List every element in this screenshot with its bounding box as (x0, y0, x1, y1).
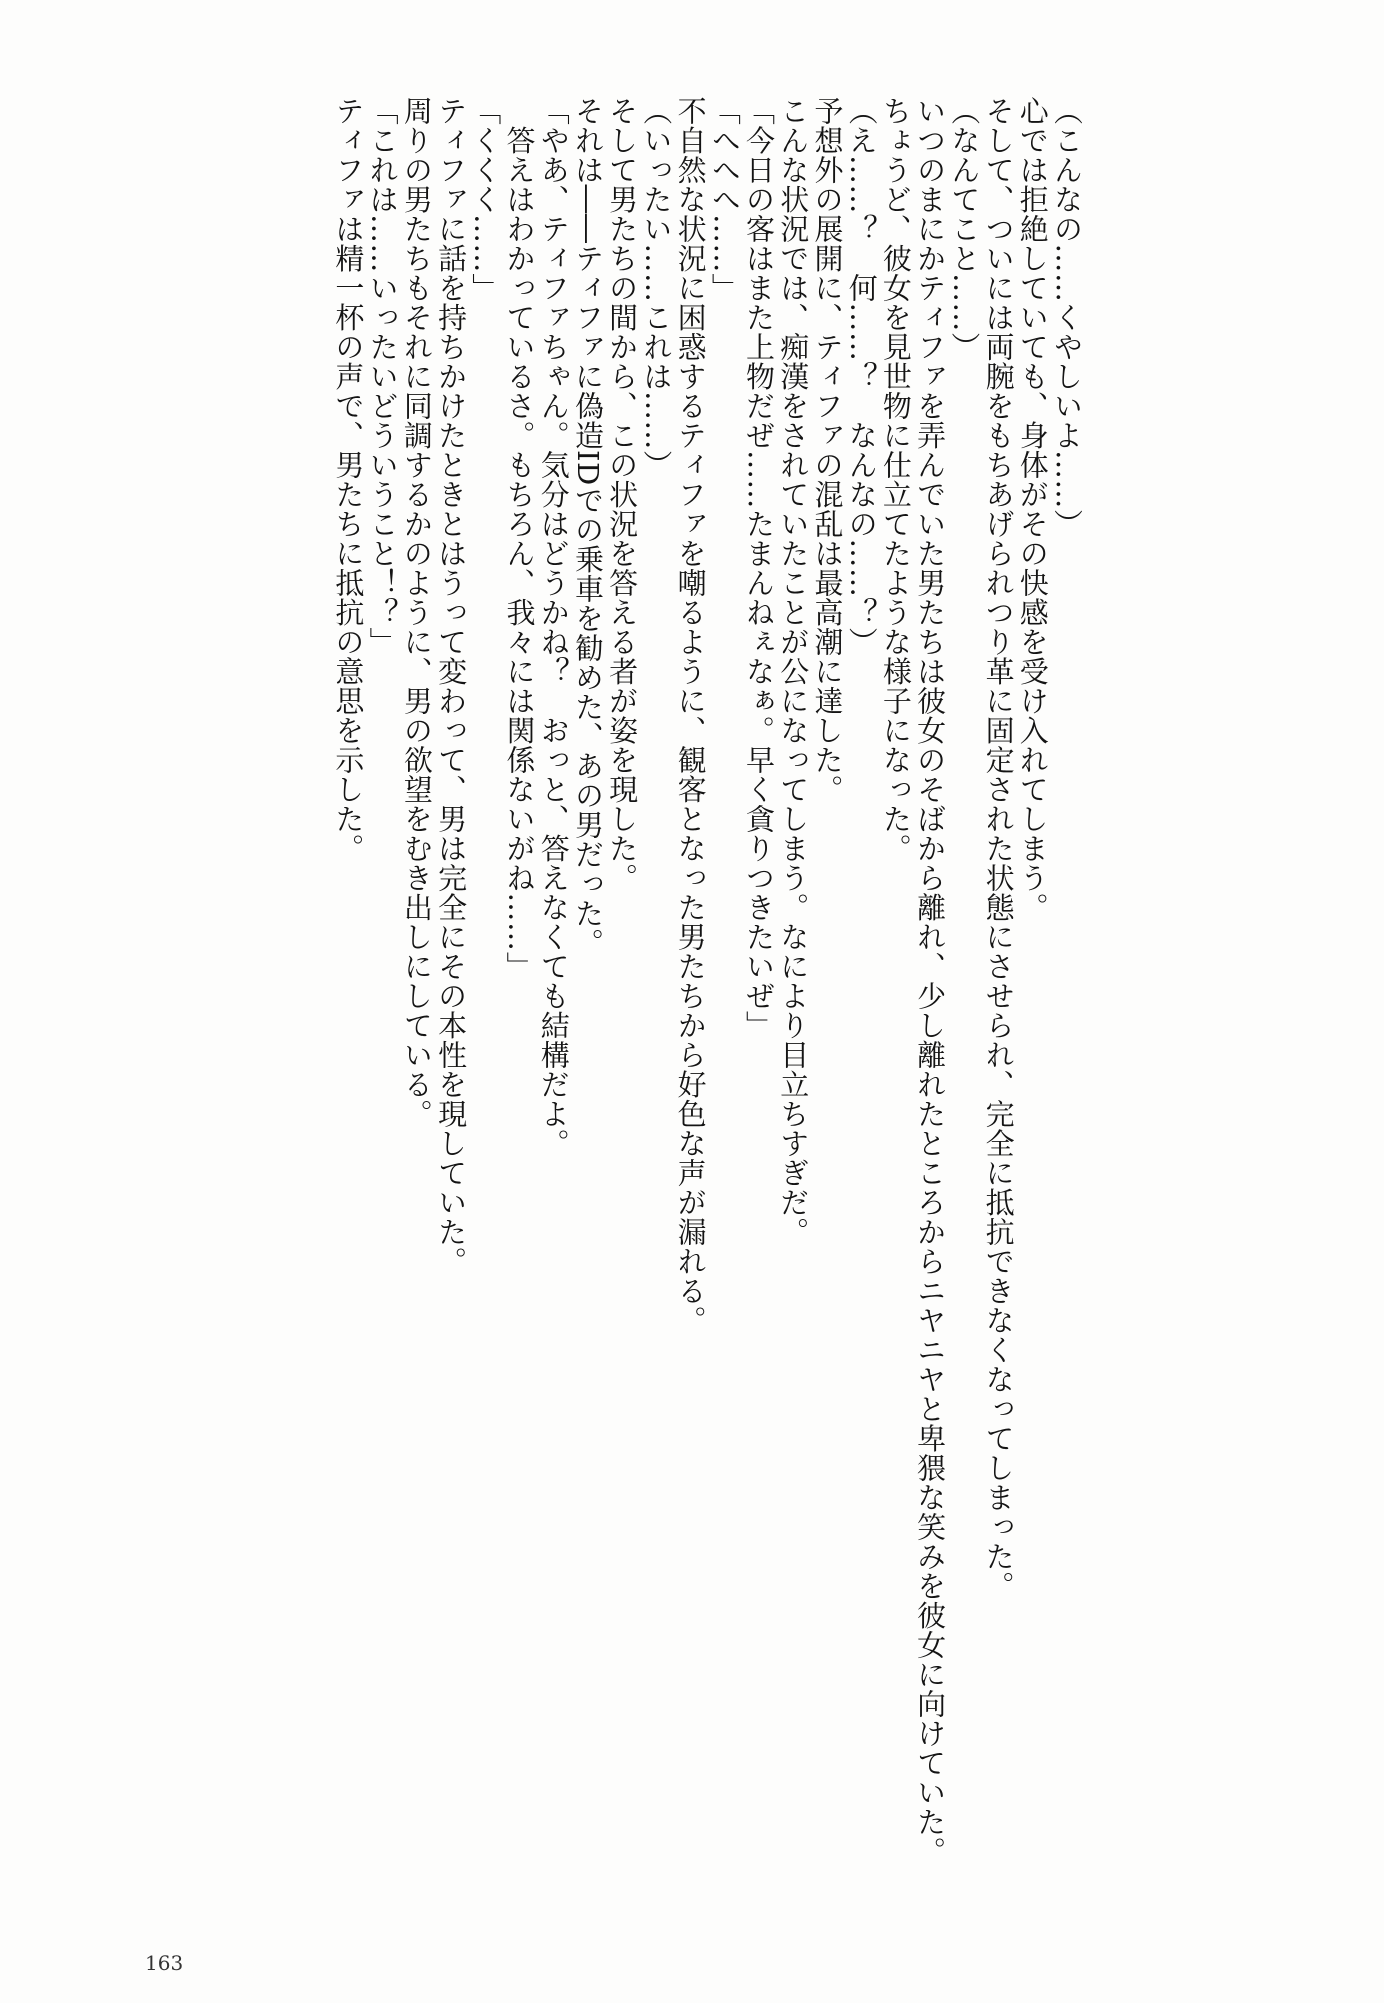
text-line: 「今日の客はまた上物だぜ……たまんねぇなぁ。早く貪りつきたいぜ」 (742, 96, 777, 1040)
text-line: いつのまにかティファを弄んでいた男たちは彼女のそばから離れ、少し離れたところからニヤニヤと卑猥な笑みを彼女に向けていた。 (913, 96, 948, 1866)
text-line: 「くくく……」 (468, 96, 503, 303)
text-line: （なんてこと……） (947, 96, 982, 362)
text-line: ちょうど、彼女を見世物に仕立てたような様子になった。 (878, 96, 913, 863)
text-line: 答えはわかっているさ。もちろん、我々には関係ないがね……」 (502, 96, 537, 981)
text-line: 「へへへ……」 (707, 96, 742, 303)
text-line: そして、ついには両腕をもちあげられつり革に固定された状態にさせられ、完全に抵抗できなくなってしまった。 (981, 96, 1016, 1601)
text-line: 周りの男たちもそれに同調するかのように、男の欲望をむき出しにしている。 (399, 96, 434, 1129)
text-line: 「これは……いったいどういうこと！？」 (365, 96, 400, 657)
text-line: こんな状況では、痴漢をされていたことが公になってしまう。なにより目立ちすぎだ。 (776, 96, 811, 1247)
text-line: 心では拒絶していても、身体がその快感を受け入れてしまう。 (1015, 96, 1050, 922)
text-line: （え……？ 何……？ なんなの……？） (844, 96, 879, 657)
text-line: （こんなの……くやしいよ……） (1050, 96, 1084, 539)
text-line: （いったい……これは……） (639, 96, 674, 480)
text-line: ティファに話を持ちかけたときとはうって変わって、男は完全にその本性を現していた。 (434, 96, 469, 1276)
text-line: そして男たちの間から、この状況を答える者が姿を現した。 (605, 96, 640, 893)
body-text (331, 96, 1084, 1896)
page-number: 163 (145, 1951, 184, 1975)
text-line: それは――ティファに偽造IDでの乗車を勧めた、あの男だった。 (570, 96, 605, 958)
text-line: ティファは精一杯の声で、男たちに抵抗の意思を示した。 (331, 96, 366, 863)
text-line: 予想外の展開に、ティファの混乱は最高潮に達した。 (810, 96, 845, 804)
text-line: 「やあ、ティファちゃん。気分はどうかね？ おっと、答えなくても結構だよ。 (536, 96, 571, 1158)
text-line: 不自然な状況に困惑するティファを嘲るように、観客となった男たちから好色な声が漏れる。 (673, 96, 708, 1335)
